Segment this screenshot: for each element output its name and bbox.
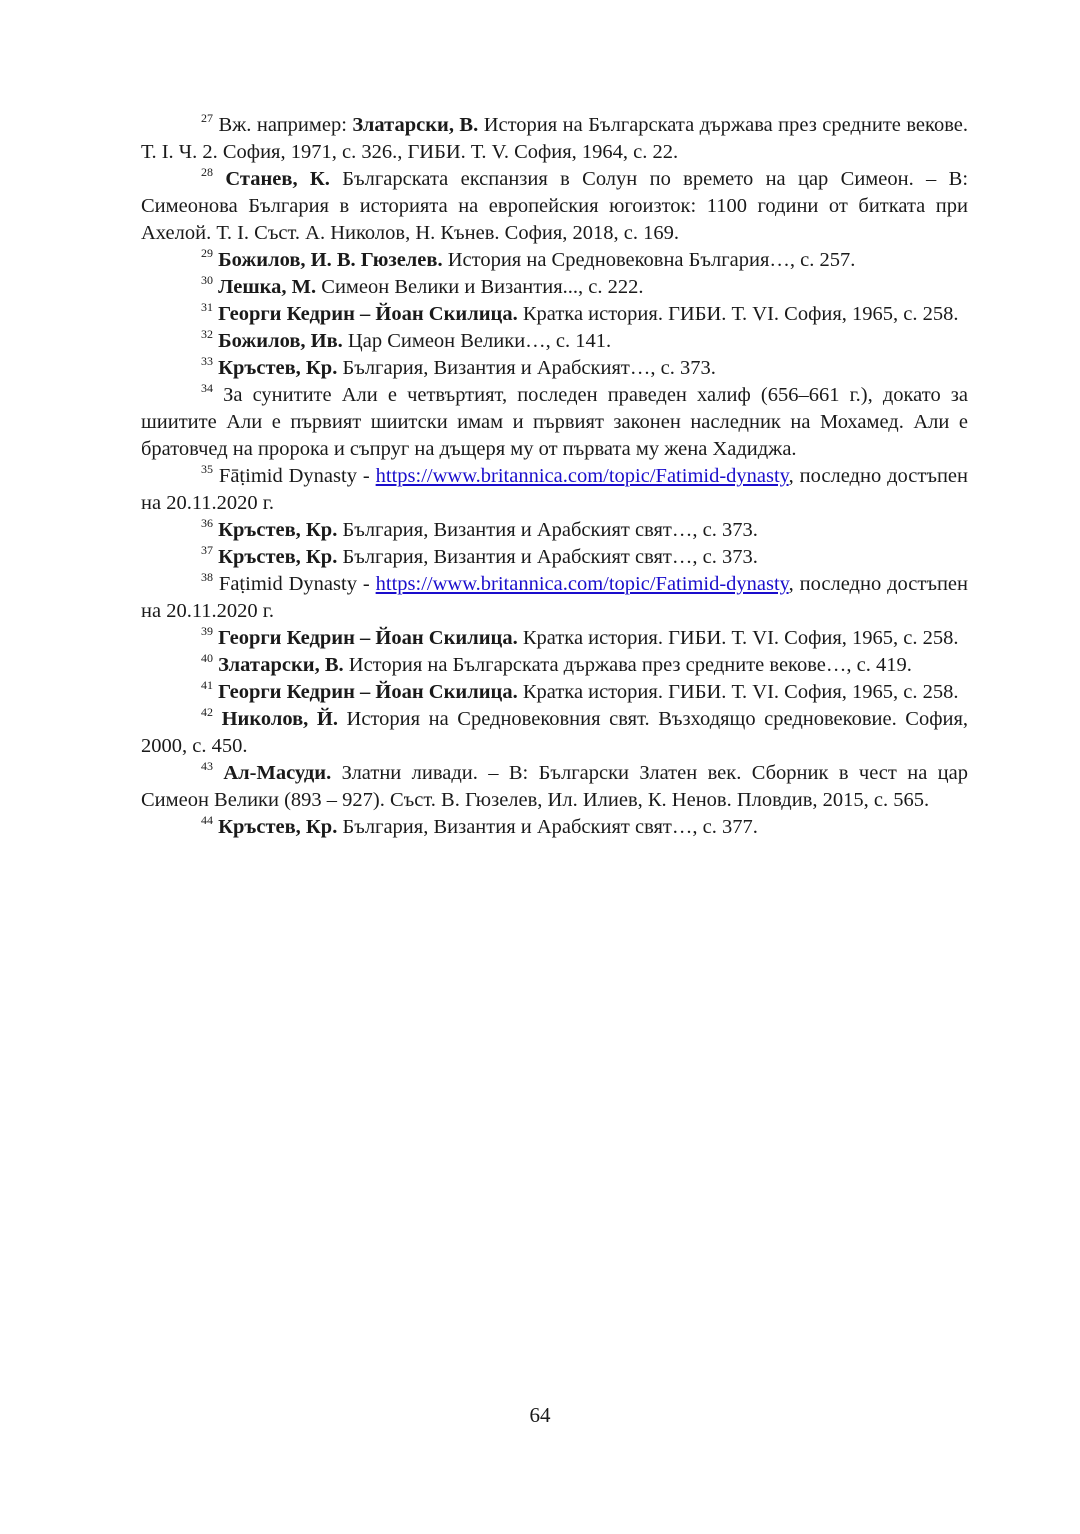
footnote-27	[141, 112, 968, 166]
footnote-text: , последно достъпен на 20.11.2020 г.	[141, 465, 969, 514]
footnote-prefix: Вж. например:	[218, 114, 353, 136]
footnote-number: 33	[201, 354, 213, 369]
footnote-author: Станев, К.	[225, 168, 330, 190]
footnote-number: 31	[201, 300, 213, 315]
footnote-29	[141, 247, 968, 274]
footnote-text: Кратка история. ГИБИ. Т. VI. София, 1965, с. 258.	[517, 627, 959, 649]
footnote-text: България, Византия и Арабският свят…, с. 373.	[337, 546, 758, 568]
footnote-30	[141, 274, 968, 301]
footnote-number: 42	[201, 705, 213, 720]
footnote-author: Георги Кедрин – Йоан Скилица.	[218, 303, 518, 325]
footnote-44	[141, 814, 968, 841]
footnote-number: 39	[201, 624, 213, 639]
footnote-37	[141, 544, 968, 571]
footnote-author: Божилов, Ив.	[218, 330, 343, 352]
britannica-link[interactable]: https://www.britannica.com/topic/Fatimid-dynasty	[375, 465, 789, 487]
footnote-number: 35	[201, 462, 213, 477]
footnote-text: Златни ливади. – В: Български Златен век. Сборник в чест на цар Симеон Велики (893 – 927). Съст. В. Гюзелев, Ил. Илиев, К. Ненов. Пловдив, 2015, с. 565.	[141, 762, 968, 811]
footnote-text: , последно достъпен на 20.11.2020 г.	[141, 573, 969, 622]
footnote-number: 38	[201, 570, 213, 585]
footnote-number: 41	[201, 678, 213, 693]
footnote-text: Симеон Велики и Византия..., с. 222.	[316, 276, 644, 298]
footnote-text: Кратка история. ГИБИ. Т. VI. София, 1965, с. 258.	[517, 303, 959, 325]
footnote-text: История на Българската държава през средните векове. Т. І. Ч. 2. София, 1971, с. 326., ГИБИ. Т. V. София, 1964, с. 22.	[141, 114, 968, 163]
footnote-40	[141, 652, 968, 679]
footnote-42	[141, 706, 968, 760]
footnote-text: Кратка история. ГИБИ. Т. VI. София, 1965, с. 258.	[517, 681, 959, 703]
footnote-author: Кръстев, Кр.	[218, 546, 338, 568]
footnote-text: За сунитите Али е четвъртият, последен праведен халиф (656–661 г.), докато за шиитите Али е първият шиитски имам и първият законен наследник на Мохамед. Али е братовчед на пророка и съпруг на дъщеря му от първата му жена Хадиджа.	[141, 384, 969, 460]
footnote-number: 36	[201, 516, 213, 531]
footnote-39	[141, 625, 968, 652]
footnote-text: Цар Симеон Велики…, с. 141.	[342, 330, 612, 352]
footnote-author: Божилов, И. В. Гюзелев.	[218, 249, 443, 271]
footnote-author: Николов, Й.	[221, 708, 338, 730]
footnote-number: 28	[201, 165, 213, 180]
footnote-35	[141, 463, 968, 517]
footnote-32	[141, 328, 968, 355]
footnote-author: Георги Кедрин – Йоан Скилица.	[218, 681, 518, 703]
footnote-author: Кръстев, Кр.	[218, 357, 338, 379]
footnote-number: 29	[201, 246, 213, 261]
footnote-text: История на Средновековна България…, с. 257.	[442, 249, 856, 271]
footnote-number: 40	[201, 651, 213, 666]
page-number: 64	[529, 1403, 551, 1427]
footnote-36	[141, 517, 968, 544]
footnote-number: 43	[201, 759, 213, 774]
footnote-author: Кръстев, Кр.	[218, 816, 338, 838]
footnote-text: България, Византия и Арабският…, с. 373.	[337, 357, 716, 379]
footnote-number: 32	[201, 327, 213, 342]
footnote-number: 27	[201, 111, 213, 126]
footnote-28	[141, 166, 968, 247]
footnotes-section	[141, 112, 968, 841]
footnote-text: История на Средновековния свят. Възходящо средновековие. София, 2000, с. 450.	[141, 708, 969, 757]
footnote-author: Георги Кедрин – Йоан Скилица.	[218, 627, 518, 649]
footnote-34	[141, 382, 968, 463]
footnote-number: 44	[201, 813, 213, 828]
footnote-number: 37	[201, 543, 213, 558]
footnote-text: България, Византия и Арабският свят…, с. 377.	[337, 816, 758, 838]
footnote-33	[141, 355, 968, 382]
footnote-31	[141, 301, 968, 328]
footnote-text: Българската експанзия в Солун по времето на цар Симеон. – В: Симеонова България в историята на европейския югоизток: 1100 години от битката при Ахелой. Т. I. Съст. А. Николов, Н. Кънев. София, 2018, с. 169.	[141, 168, 969, 244]
footnote-text: История на Българската държава през средните векове…, с. 419.	[343, 654, 912, 676]
footnote-author: Златарски, В.	[218, 654, 344, 676]
footnote-41	[141, 679, 968, 706]
footnote-38	[141, 571, 968, 625]
footnote-author: Ал-Масуди.	[223, 762, 332, 784]
footnote-author: Златарски, В.	[352, 114, 479, 136]
footnote-43	[141, 760, 968, 814]
footnote-author: Кръстев, Кр.	[218, 519, 338, 541]
britannica-link[interactable]: https://www.britannica.com/topic/Fatimid-dynasty	[375, 573, 789, 595]
footnote-prefix: Faṭimid Dynasty -	[218, 573, 376, 595]
footnote-number: 30	[201, 273, 213, 288]
footnote-prefix: Fāṭimid Dynasty -	[218, 465, 376, 487]
footnote-text: България, Византия и Арабският свят…, с. 373.	[337, 519, 758, 541]
footnote-author: Лешка, М.	[218, 276, 317, 298]
footnote-number: 34	[201, 381, 213, 396]
